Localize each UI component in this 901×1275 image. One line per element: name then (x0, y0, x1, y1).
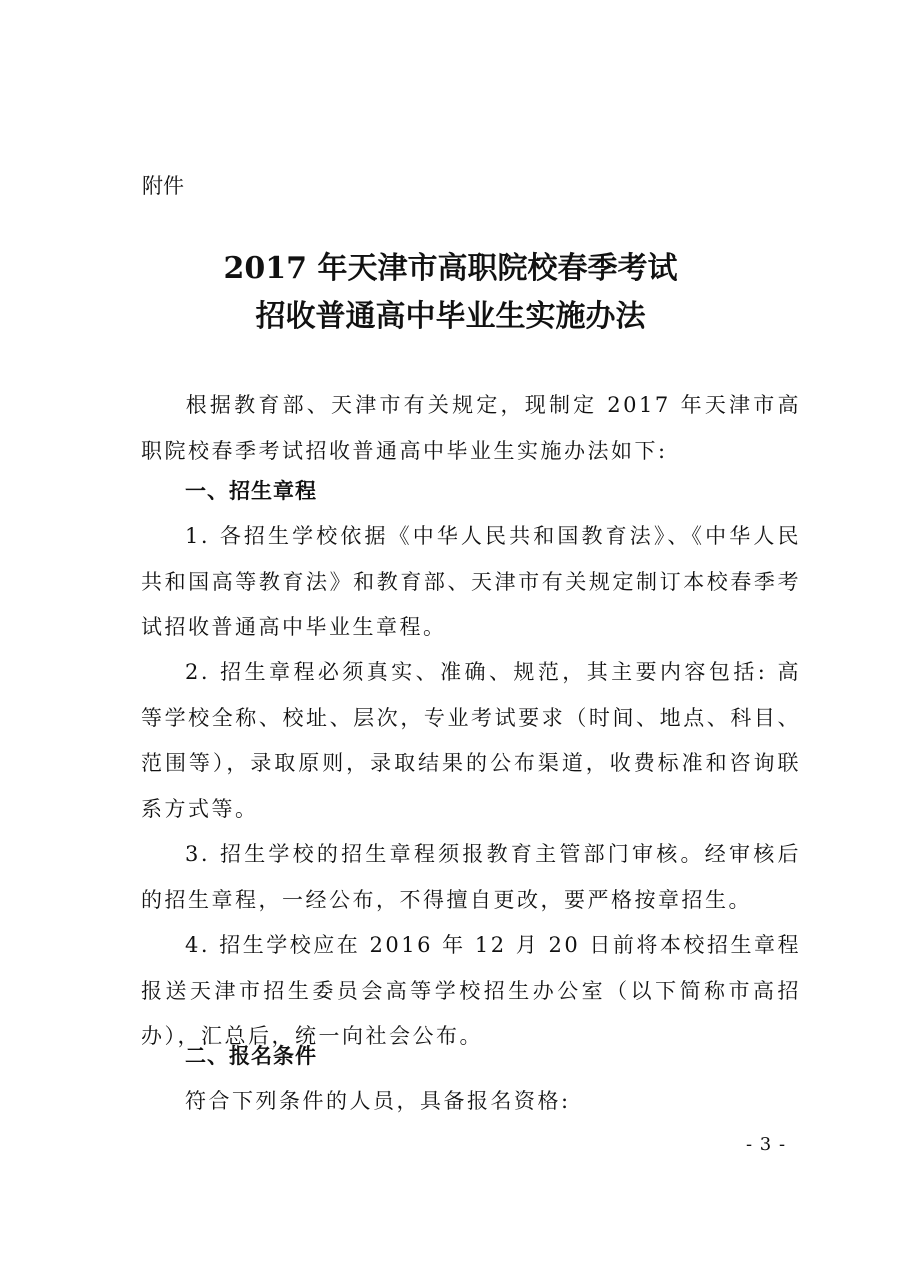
item-2-paragraph (141, 650, 801, 832)
intro-paragraph (141, 383, 801, 474)
document-title-line-2: 招收普通高中毕业生实施办法 (255, 299, 646, 334)
item-4-text: 4. 招生学校应在 2016 年 12 月 20 日前将本校招生章程报送天津市招生委员会高等学校招生办公室（以下简称市高招办），汇总后，统一向社会公布。 (141, 933, 801, 1048)
section-2-intro-text: 符合下列条件的人员，具备报名资格: (185, 1089, 571, 1113)
section-1-heading: 一、招生章程 (185, 479, 317, 503)
item-1-paragraph (141, 514, 801, 651)
document-title-line-1: 2017 年天津市高职院校春季考试 (223, 251, 678, 286)
section-2-intro-paragraph (141, 1079, 801, 1125)
intro-text: 根据教育部、天津市有关规定，现制定 2017 年天津市高职院校春季考试招收普通高中毕业生实施办法如下: (141, 393, 801, 463)
item-4-paragraph (141, 923, 801, 1060)
page-number: - 3 - (746, 1134, 787, 1155)
item-2-text: 2. 招生章程必须真实、准确、规范，其主要内容包括: 高等学校全称、校址、层次，专业考试要求（时间、地点、科目、范围等），录取原则，录取结果的公布渠道，收费标准和咨询联系方式等。 (141, 660, 801, 821)
item-1-text: 1. 各招生学校依据《中华人民共和国教育法》、《中华人民共和国高等教育法》和教育部、天津市有关规定制订本校春季考试招收普通高中毕业生章程。 (141, 524, 801, 639)
section-2-heading: 二、报名条件 (185, 1044, 317, 1068)
attachment-label: 附件 (142, 174, 184, 198)
item-3-paragraph (141, 832, 801, 923)
item-3-text: 3. 招生学校的招生章程须报教育主管部门审核。经审核后的招生章程，一经公布，不得擅自更改，要严格按章招生。 (141, 842, 801, 912)
